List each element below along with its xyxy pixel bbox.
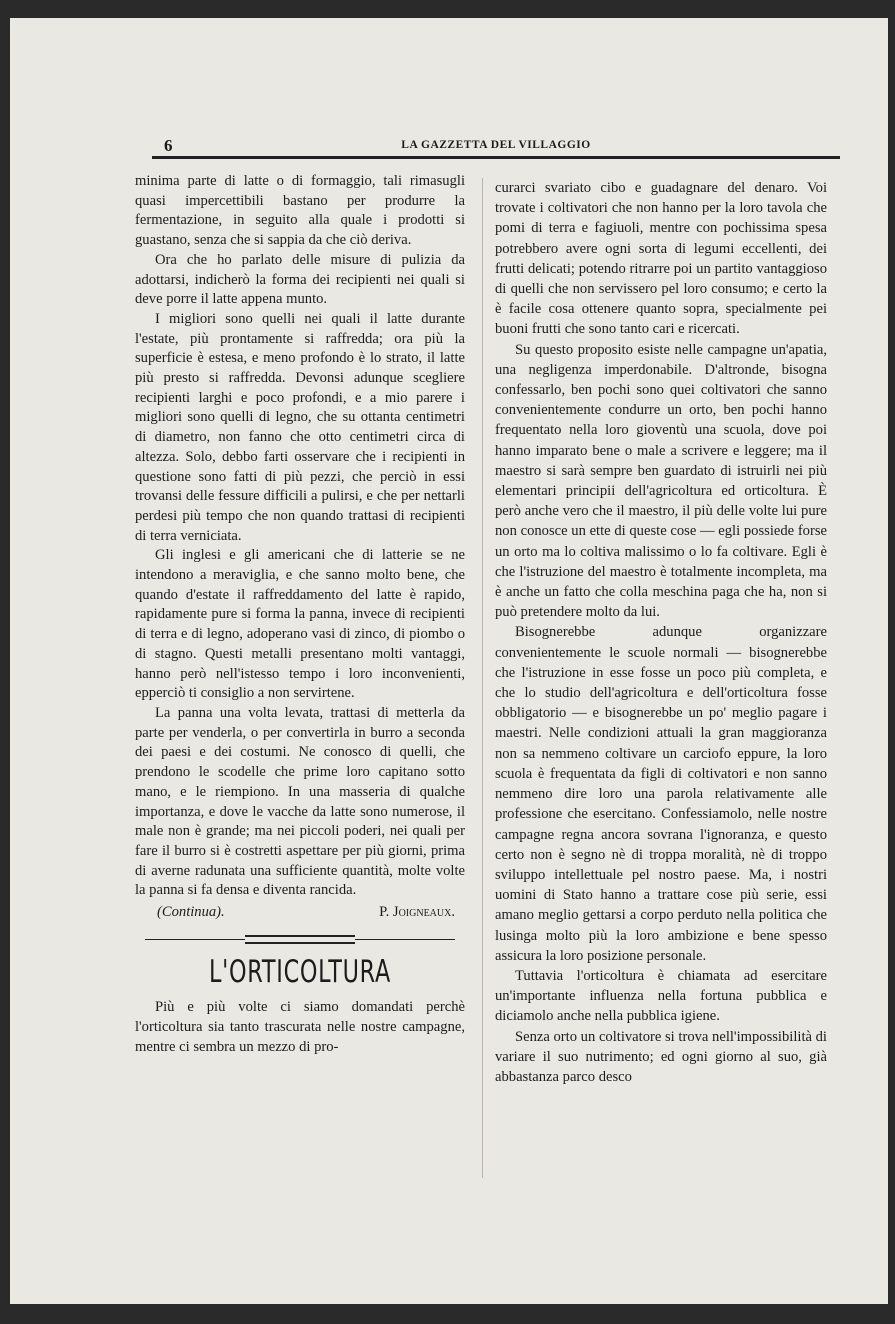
paragraph: Tuttavia l'orticoltura è chiamata ad esercitare un'importante influenza nella fortuna pubblica e diciamolo anche nella pubblica igiene. — [495, 967, 827, 1025]
paragraph: La panna una volta levata, trattasi di metterla da parte per venderla, o per convertirla in burro a seconda dei paesi e dei costumi. Ne conosco di quelli, che prendono le scodelle che prime loro capitano sotto mano, e le riempiono. In una masseria di qualche importanza, e dove le vacche da latte sono numerose, il male non è grande; ma nei piccoli poderi, nei quali per fare il burro si è costretti aspettare per più giorni, prima di averne radunata una sufficiente quantità, molte volte la panna si fa densa e diventa rancida. — [135, 704, 465, 899]
section-title: L'ORTICOLTURA — [209, 953, 391, 990]
paragraph: I migliori sono quelli nei quali il latte durante l'estate, più prontamente si raffredda; ora più la superficie è estesa, e meno profondo è lo strato, il latte più presto si raffredda. Devonsi adunque scegliere recipienti larghi e poco profondi, e a mio parere i migliori sono quelli di legno, che su ottanta centimetri di diametro, non fanno che otto centimetri circa di altezza. Solo, debbo farti osservare che i recipienti in questione sono fatti di più pezzi, che perciò in essi trovansi delle fessure difficili a pulirsi, e che per nettarli perdesi più tempo che non quando trattasi di recipienti di terra verniciata. — [135, 310, 465, 544]
column-divider — [482, 178, 483, 1178]
paragraph: Più e più volte ci siamo domandati perchè l'orticoltura sia tanto trascurata nelle nostre campagne, mentre ci sembra un mezzo di pro- — [135, 999, 465, 1055]
page-number: 6 — [164, 136, 173, 155]
paragraph: Ora che ho parlato delle misure di pulizia da adottarsi, indicherò la forma dei recipienti nei quali si deve porre il latte appena munto. — [135, 251, 465, 308]
paragraph: curarci svariato cibo e guadagnare del denaro. Voi trovate i coltivatori che non hanno per la loro tavola che pomi di terra e fagiuoli, mentre con pochissima spesa potrebbero avere ogni sorta di legumi eccellenti, dei frutti delicati; potendo ritrarre poi un partito vantaggioso di quelli che non servissero pel loro consumo; e certo la è facile cosa ottenere quanto sopra, specialmente pei buoni frutti che sono tanto cari e ricercati. — [495, 180, 827, 338]
header-rule — [152, 156, 840, 159]
paragraph: minima parte di latte o di formaggio, tali rimasugli quasi impercettibili bastano per produrre la fermentazione, in seguito alla quale i prodotti si guastano, senza che si sappia da che ciò deriva. — [135, 173, 465, 249]
paragraph: Senza orto un coltivatore si trova nell'impossibilità di variare il suo nutrimento; ed ogni giorno al suo, già abbastanza parco desco — [495, 1028, 827, 1085]
section-ornament-divider — [135, 933, 465, 947]
paragraph: Bisognerebbe adunque organizzare convenientemente le scuole normali — bisognerebbe che l'istruzione in esse fosse un poco più completa, e che lo studio dell'agricoltura e dell'orticoltura fosse obbligatorio — e bisognerebbe un po' meglio pagare i maestri. Nelle condizioni attuali la gran maggioranza non sa nemmeno coltivare un carciofo eppure, la loro scuola è frequentata da figli di coltivatori e non sanno nemmeno dire loro una parola relativamente alle professione che esercitano. Confessiamolo, nelle nostre campagne regna ancora sovrana l'ignoranza, e questo certo non è segno nè di troppa moralità, nè di troppo sviluppo intellettuale pel nostro paese. Ma, i nostri uomini di Stato hanno a trattare cose più serie, essi amano meglio gettarsi a corpo perduto nella politica che lusinga molto più la loro ambizione e bene spesso assicura la loro posizione personale. — [495, 624, 827, 964]
byline — [135, 903, 465, 923]
continued-label: (Continua). — [157, 904, 225, 921]
running-head — [152, 136, 840, 158]
right-column — [495, 178, 827, 1087]
author-signature: P. Joigneaux. — [379, 904, 455, 921]
left-column — [135, 172, 465, 1058]
paragraph: Gli inglesi e gli americani che di latterie se ne intendono a meraviglia, e che sanno molto bene, che quando d'estate il raffreddamento del latte è rapido, rapidamente pure si forma la panna, invece di recipienti di terra e di legno, adoperano vasi di zinco, di piombo o di stagno. Questi metalli presentano molti vantaggi, hanno però nell'istesso tempo i loro inconvenienti, epperciò ti consiglio a non servirtene. — [135, 547, 465, 702]
paragraph: Su questo proposito esiste nelle campagne un'apatia, una negligenza imperdonabile. D'altronde, bisogna confessarlo, ben pochi sono quei coltivatori che sanno convenientemente condurre un orto, ben pochi hanno frequentato nella loro gioventù una scuola, dove poi hanno imparato bene o male a scrivere e leggere; ma il maestro si sarà sempre ben guardato di istruirli nei più elementari principii dell'agricoltura ed orticoltura. È però anche vero che il maestro, il più delle volte lui pure non conosce un ette di queste cose — egli possiede forse un orto ma lo coltiva malissimo o lo fa coltivare. Egli è che l'istruzione del maestro è totalmente incompleta, ma è anche un fatto che colla meschina paga che ha, non si può pretendere molto da lui. — [495, 341, 827, 621]
journal-title: LA GAZZETTA DEL VILLAGGIO — [401, 139, 591, 151]
